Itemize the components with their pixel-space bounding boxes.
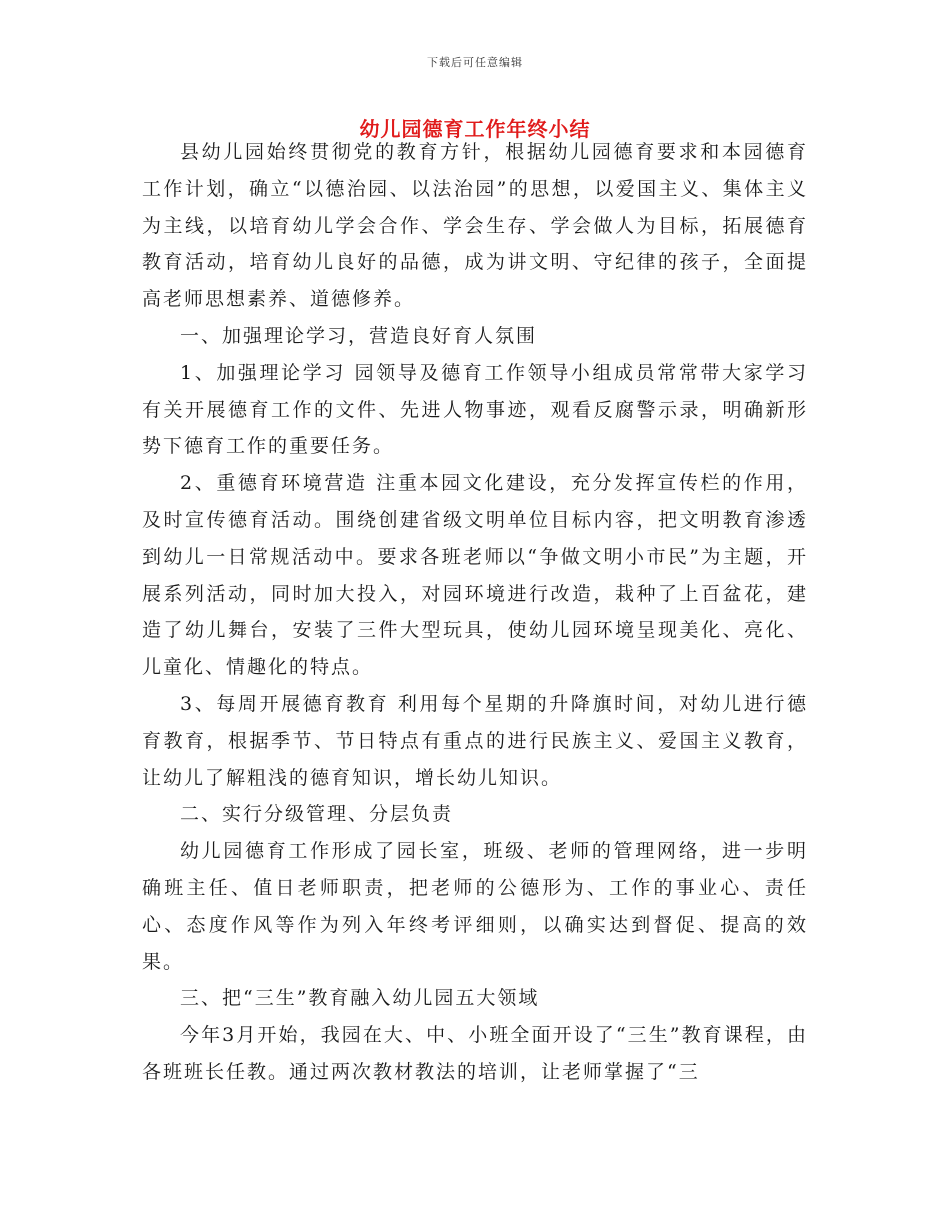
section-heading-3: 三、把“三生”教育融入幼儿园五大领域 [180, 987, 540, 1010]
section-heading-2: 二、实行分级管理、分层负责 [180, 803, 454, 826]
page-header-note: 下载后可任意编辑 [427, 56, 523, 69]
paragraph-2: 幼儿园德育工作形成了园长室，班级、老师的管理网络，进一步明确班主任、值日老师职责，把老师的公德形为、工作的事业心、责任心、态度作风等作为列入年终考评细则，以确实达到督促、提高的效果。 [142, 840, 808, 973]
paragraph-1-1: 1、加强理论学习 园领导及德育工作领导小组成员常常带大家学习有关开展德育工作的文件、先进人物事迹，观看反腐警示录，明确新形势下德育工作的重要任务。 [142, 361, 808, 458]
paragraph-1-2: 2、重德育环境营造 注重本园文化建设，充分发挥宣传栏的作用，及时宣传德育活动。围绕创建省级文明单位目标内容，把文明教育渗透到幼儿一日常规活动中。要求各班老师以“争做文明小市民”为主题，开展系列活动，同时加大投入，对园环境进行改造，栽种了上百盆花，建造了幼儿舞台，安装了三件大型玩具，使幼儿园环境呈现美化、亮化、儿童化、情趣化的特点。 [142, 472, 808, 679]
document-title: 幼儿园德育工作年终小结 [359, 117, 591, 141]
section-heading-1: 一、加强理论学习，营造良好育人氛围 [180, 324, 538, 347]
paragraph-1-3: 3、每周开展德育教育 利用每个星期的升降旗时间，对幼儿进行德育教育，根据季节、节日特点有重点的进行民族主义、爱国主义教育，让幼儿了解粗浅的德育知识，增长幼儿知识。 [142, 692, 808, 789]
paragraph-3: 今年3月开始，我园在大、中、小班全面开设了“三生”教育课程，由各班班长任教。通过两次教材教法的培训，让老师掌握了“三 [142, 1024, 808, 1083]
document-body [142, 134, 808, 1091]
paragraph-intro: 县幼儿园始终贯彻党的教育方针，根据幼儿园德育要求和本园德育工作计划，确立“以德治园、以法治园”的思想，以爱国主义、集体主义为主线，以培育幼儿学会合作、学会生存、学会做人为目标，拓展德育教育活动，培育幼儿良好的品德，成为讲文明、守纪律的孩子，全面提高老师思想素养、道德修养。 [142, 141, 808, 311]
